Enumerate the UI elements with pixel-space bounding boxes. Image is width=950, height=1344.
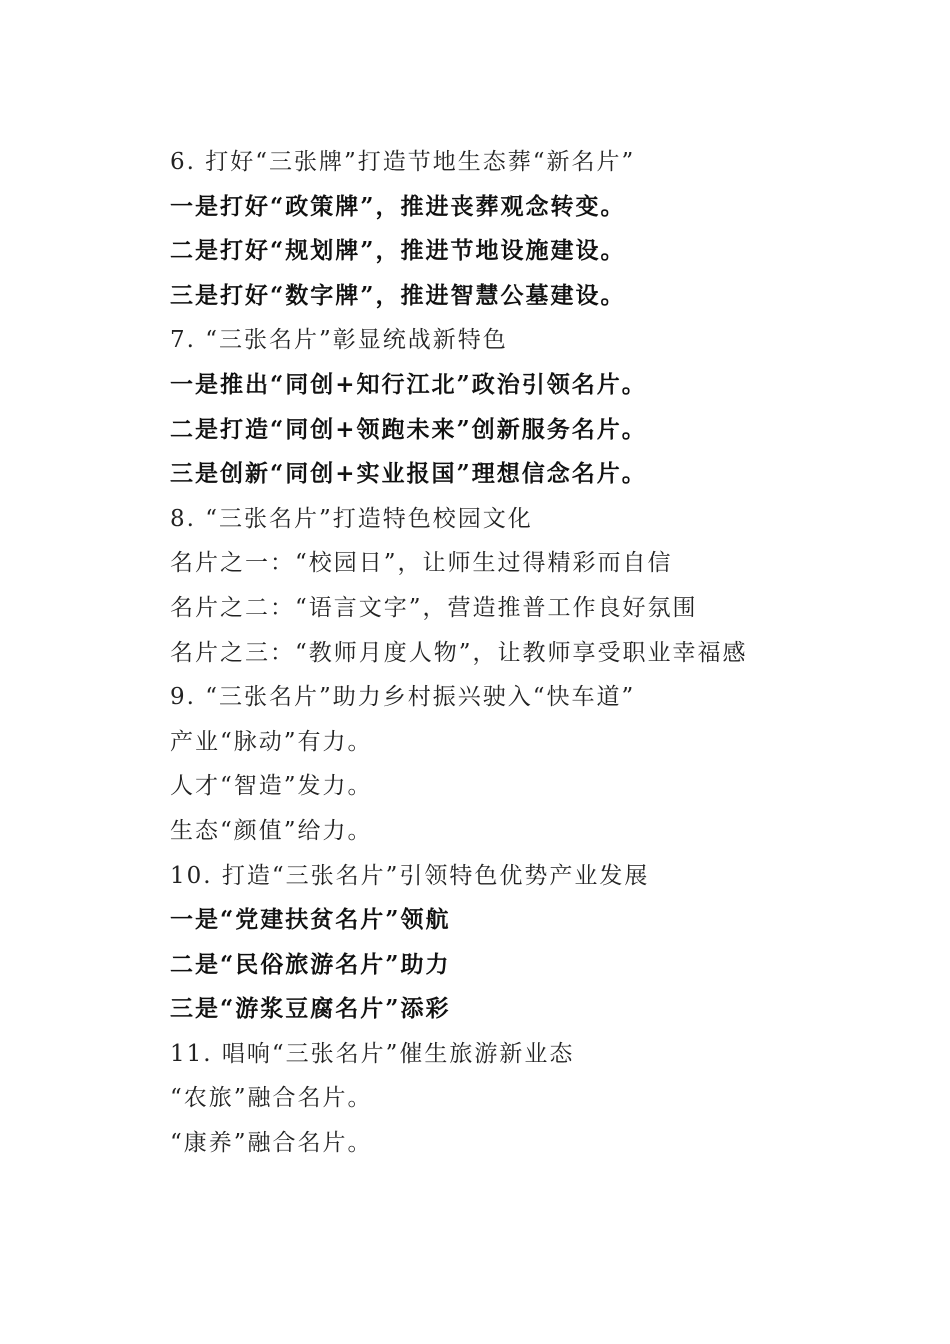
list-item: “农旅”融合名片。 xyxy=(170,1085,373,1112)
section-heading-9: 9. “三张名片”助力乡村振兴驶入“快车道” xyxy=(170,684,636,711)
list-item: 三是创新“同创+实业报国”理想信念名片。 xyxy=(170,460,647,488)
section-heading-8: 8. “三张名片”打造特色校园文化 xyxy=(170,505,533,532)
list-item: 人才“智造”发力。 xyxy=(170,773,373,800)
list-item: 一是“党建扶贫名片”领航 xyxy=(170,906,451,934)
list-item: 名片之三：“教师月度人物”，让教师享受职业幸福感 xyxy=(170,639,748,666)
list-item: 产业“脉动”有力。 xyxy=(170,728,373,755)
list-item: 三是打好“数字牌”，推进智慧公墓建设。 xyxy=(170,281,626,309)
list-item: 一是打好“政策牌”，推进丧葬观念转变。 xyxy=(170,192,626,220)
list-item: “康养”融合名片。 xyxy=(170,1130,373,1157)
section-heading-10: 10. 打造“三张名片”引领特色优势产业发展 xyxy=(170,862,650,889)
document-body xyxy=(170,140,870,1166)
list-item: 二是打造“同创+领跑未来”创新服务名片。 xyxy=(170,415,647,443)
section-heading-11: 11. 唱响“三张名片”催生旅游新业态 xyxy=(170,1040,575,1067)
section-heading-6: 6. 打好“三张牌”打造节地生态葬“新名片” xyxy=(170,149,636,175)
section-heading-7: 7. “三张名片”彰显统战新特色 xyxy=(170,327,508,354)
list-item: 一是推出“同创+知行江北”政治引领名片。 xyxy=(170,370,647,398)
list-item: 三是“游浆豆腐名片”添彩 xyxy=(170,995,451,1023)
list-item: 二是“民俗旅游名片”助力 xyxy=(170,950,451,978)
list-item: 名片之二：“语言文字”，营造推普工作良好氛围 xyxy=(170,594,698,621)
list-item: 生态“颜值”给力。 xyxy=(170,817,373,844)
list-item: 名片之一：“校园日”，让师生过得精彩而自信 xyxy=(170,550,673,577)
list-item: 二是打好“规划牌”，推进节地设施建设。 xyxy=(170,237,626,265)
